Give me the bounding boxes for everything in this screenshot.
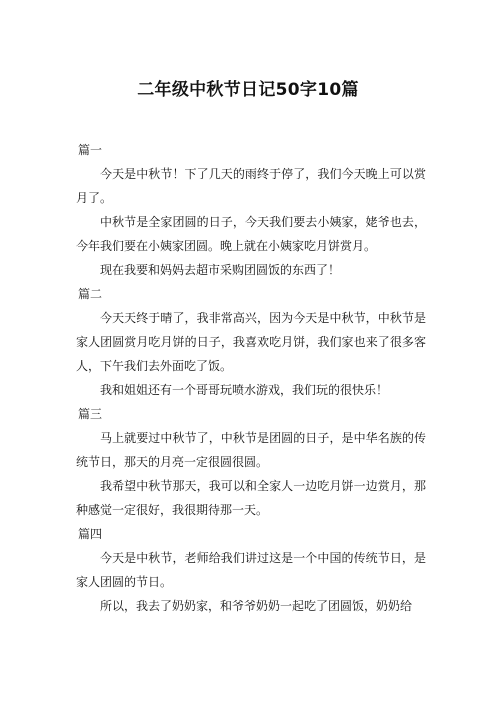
paragraph: 今天天终于晴了，我非常高兴，因为今天是中秋节，中秋节是家人团圆赏月吃月饼的日子，我喜欢吃月饼，我们家也来了很多客人，下午我们去外面吃了饭。	[76, 311, 426, 373]
section-1	[76, 138, 426, 282]
paragraph: 马上就要过中秋节了，中秋节是团圆的日子，是中华名族的传统节日，那天的月亮一定很圆很圆。	[76, 431, 426, 469]
section-4	[76, 522, 426, 618]
paragraph: 我和姐姐还有一个哥哥玩喷水游戏，我们玩的很快乐！	[100, 383, 389, 397]
section-2	[76, 282, 426, 402]
document-title: 二年级中秋节日记50字10篇	[137, 80, 359, 100]
paragraph: 现在我要和妈妈去超市采购团圆饭的东西了！	[100, 263, 341, 277]
paragraph: 我希望中秋节那天，我可以和全家人一边吃月饼一边赏月，那种感觉一定很好，我很期待那一天。	[76, 479, 426, 517]
section-heading: 篇一	[78, 143, 103, 157]
paragraph: 中秋节是全家团圆的日子，今天我们要去小姨家，姥爷也去，今年我们要在小姨家团圆。晚上就在小姨家吃月饼赏月。	[76, 215, 426, 253]
section-heading: 篇二	[78, 287, 103, 301]
section-3	[76, 402, 426, 522]
section-heading: 篇三	[78, 407, 103, 421]
document-body	[76, 138, 426, 618]
paragraph: 今天是中秋节，老师给我们讲过这是一个中国的传统节日，是家人团圆的节日。	[76, 551, 426, 589]
paragraph: 今天是中秋节！下了几天的雨终于停了，我们今天晚上可以赏月了。	[76, 167, 426, 205]
section-heading: 篇四	[78, 527, 103, 541]
paragraph: 所以，我去了奶奶家，和爷爷奶奶一起吃了团圆饭，奶奶给	[100, 599, 413, 613]
